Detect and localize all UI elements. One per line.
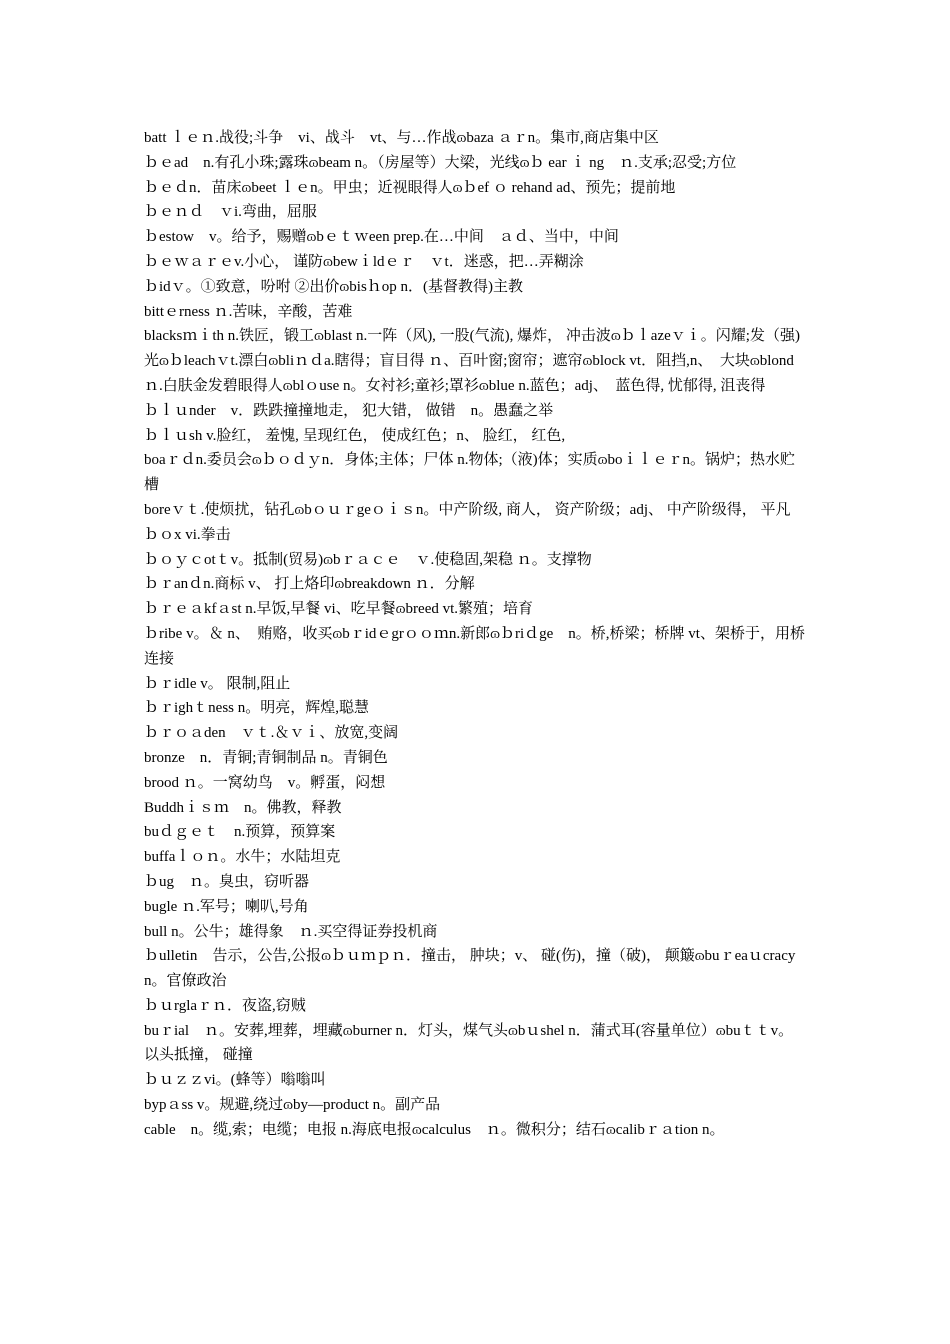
vocab-line: Buddhｉｓｍ n。佛教，释教 — [144, 799, 342, 816]
vocab-line: ｂｒidle v。 限制,阻止 — [144, 675, 291, 692]
vocab-line: boaｒｄn.委员会ɷｂｏｄｙn．身体;主体；尸体 n.物体;（液)体；实质ɷboｉｌｅｒn。锅炉；热水贮槽 — [144, 452, 795, 494]
vocab-line: ｂribe v。＆ n、 贿赂，收买ɷbｒidｅgrｏｏｍn.新郎ɷｂriｄge n。桥,桥梁；桥牌 vt、架桥于，用桥连接 — [144, 625, 805, 667]
vocab-line: buｒial ｎ。安葬,埋葬，埋藏ɷburner n．灯头，煤气头ɷbｕshel n．蒲式耳(容量单位）ɷbuｔｔv。以头抵撞， 碰撞 — [144, 1022, 794, 1064]
vocab-line: ｂｌｕsh v.脸红， 羞愧, 呈现红色， 使成红色；n、 脸红， 红色, — [144, 427, 566, 444]
vocab-line: boreｖｔ.使烦扰，钻孔ɷbｏｕｒgeｏｉｓn。中产阶级, 商人， 资产阶级；adj、 中产阶级得， 平凡 — [144, 501, 791, 518]
vocab-line: ｂｅad n.有孔小珠;露珠ɷbeam n。（房屋等）大梁，光线ɷｂ ear ｉ ng ｎ.支承;忍受;方位 — [144, 154, 737, 171]
vocab-line: ｂｅｗａｒｅv.小心， 谨防ɷbewｉldｅｒ ｖt．迷惑，把…弄糊涂 — [144, 253, 584, 270]
vocab-line: ｂｒanｄn.商标 v、 打上烙印ɷbreakdown ｎ．分解 — [144, 576, 475, 593]
vocab-line: ｂｕｚｚvi。(蜂等）嗡嗡叫 — [144, 1072, 326, 1089]
vocab-line: blacksｍｉth n.铁匠，锻工ɷblast n.一阵（风), 一股(气流), 爆炸， 冲击波ɷｂｌazeｖｉ。闪耀;发（强)光ɷｂleachｖt.漂白ɷbliｎｄa.瞎得；盲目得 ｎ、百叶窗;窗帘；遮帘ɷblock vt．阻挡,n、 大块ɷblond ｎ.白肤金发碧眼得人ɷblｏuse n。女衬衫;童衫;罩衫ɷblue n.蓝色；adj、 蓝色得, 忧郁得, 沮丧得 — [144, 328, 800, 394]
vocab-line: ｂｒighｔness n。明亮，辉煌,聪慧 — [144, 700, 370, 717]
vocab-line: brood ｎ。一窝幼鸟 v。孵蛋，闷想 — [144, 774, 386, 791]
vocab-line: ｂｌｕnder v．跌跌撞撞地走， 犯大错， 做错 n。愚蠢之举 — [144, 402, 554, 419]
vocab-line: bugle ｎ.军号；喇叭,号角 — [144, 898, 309, 915]
vocab-line: ｂｕrglaｒｎ．夜盗,窃贼 — [144, 997, 306, 1014]
vocab-line: ｂｒｏａden ｖｔ.＆ｖｉ、放宽,变阔 — [144, 725, 399, 742]
vocab-line: bypａss v。规避,绕过ɷby—product n。副产品 — [144, 1097, 441, 1114]
vocabulary-list — [144, 126, 808, 1143]
vocab-line: cable n。缆,索；电缆；电报 n.海底电报ɷcalculus ｎ。微积分；结石ɷcalibｒａtion n。 — [144, 1121, 725, 1138]
vocab-line: bull n。公牛；雄得象 ｎ.买空得证券投机商 — [144, 923, 438, 940]
vocab-line: ｂestow v。给予，赐赠ɷbｅｔｗeen prep.在…中间 ａｄ、当中，中间 — [144, 229, 619, 246]
vocab-line: ｂｏx vi.拳击 — [144, 526, 231, 543]
vocab-line: ｂｅｄn．苗床ɷbeet ｌｅn。甲虫；近视眼得人ɷｂef ｏ rehand ad、预先；提前地 — [144, 179, 676, 196]
vocab-line: ｂug ｎ。臭虫，窃听器 — [144, 873, 310, 890]
vocab-line: bittｅrness ｎ.苦味，辛酸，苦难 — [144, 303, 353, 320]
vocab-line: ｂｏｙｃotｔv。抵制(贸易)ɷbｒａｃｅ ｖ.使稳固,架稳 ｎ。支撑物 — [144, 551, 592, 568]
vocab-line: ｂｒｅａkfａst n.早饭,早餐 vi、吃早餐ɷbreed vt.繁殖；培育 — [144, 601, 534, 618]
vocab-line: bronze n．青铜;青铜制品 n。青铜色 — [144, 749, 388, 766]
vocab-line: ｂｅｎｄ ｖi.弯曲，屈服 — [144, 204, 317, 221]
vocab-line: buｄｇｅｔ n.预算，预算案 — [144, 824, 336, 841]
vocab-line: batt ｌｅｎ.战役;斗争 vi、战斗 vt、与…作战ɷbaza ａｒn。集市,商店集中区 — [144, 130, 659, 146]
vocab-line: ｂidｖ。①致意，吩咐 ②出价ɷbisｈop n．(基督教得)主教 — [144, 278, 524, 295]
vocab-line: ｂulletin 告示，公告,公报ɷｂｕｍｐｎ．撞击， 肿块；v、 碰(伤)，撞（破)， 颠簸ɷbuｒeaｕcracy n。官僚政治 — [144, 948, 800, 990]
vocab-line: buffaｌｏｎ。水牛；水陆坦克 — [144, 849, 341, 866]
